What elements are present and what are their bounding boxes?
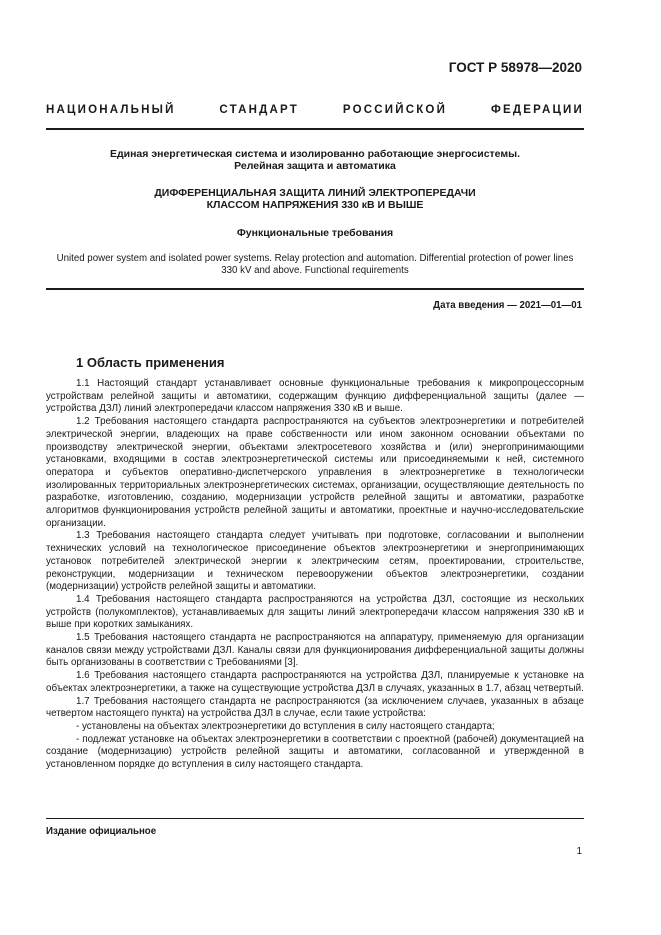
title-line-2: Релейная защита и автоматика xyxy=(234,160,396,172)
bottom-divider xyxy=(46,818,584,819)
middle-divider xyxy=(46,288,584,290)
main-title-line-2: КЛАССОМ НАПРЯЖЕНИЯ 330 кВ И ВЫШЕ xyxy=(206,199,424,211)
list-item-installed: - установлены на объектах электроэнергетики до вступления в силу настоящего стандарта; xyxy=(76,720,495,732)
page-number: 1 xyxy=(576,846,582,857)
main-title-line-1: ДИФФЕРЕНЦИАЛЬНАЯ ЗАЩИТА ЛИНИЙ ЭЛЕКТРОПЕРЕДАЧИ xyxy=(154,187,476,199)
paragraph-1-4: 1.4 Требования настоящего стандарта распространяются на устройства ДЗЛ, состоящие из нескольких устройств (полукомплектов), устанавливаемых для защиты линий электропередачи классом напряжения 330 кВ и выше при коротких замыканиях. xyxy=(46,593,584,631)
english-title-line-2: 330 kV and above. Functional requirements xyxy=(221,265,409,276)
paragraph-1-3: 1.3 Требования настоящего стандарта следует учитывать при подготовке, согласовании и выполнении технических условий на технологическое присоединение объектов электроэнергетики и энергопринимающих установок потребителей электрической энергии к электрическим сетям, проектировании, строительстве, реконструкции, модернизации и техническом перевооружении объектов электроэнергетики, создании (модернизации) устройств релейной защиты и автоматики. xyxy=(46,530,584,593)
paragraph-1-2: 1.2 Требования настоящего стандарта распространяются на субъектов электроэнергетики и потребителей электрической энергии, владеющих на праве собственности или ином законном основании объектами по производству электрической энергии, объектами электросетевого хозяйства и (или) энергопринимающими установками, входящими в состав электроэнергетической системы или присоединяемыми к ней, системного оператора и субъектов оперативно-диспетчерского управления в электроэнергетике в технологически изолированных территориальных электроэнергетических системах, организации, осуществляющие деятельность по разработке, изготовлению, созданию, модернизации устройств релейной защиты и автоматики, разработке алгоритмов функционирования устройств релейной защиты и автоматики, проектные и научно-исследовательские организации. xyxy=(46,416,584,529)
main-title-block xyxy=(46,187,584,211)
paragraph-1-1: 1.1 Настоящий стандарт устанавливает основные функциональные требования к микропроцессорным устройствам релейной защиты и автоматики, содержащим функцию дифференциальной защиты (далее — устройства ДЗЛ) линий электропередачи классом напряжения 330 кВ и выше. xyxy=(46,378,584,415)
subtitle: Функциональные требования xyxy=(236,227,394,239)
national-standard-banner: НАЦИОНАЛЬНЫЙ СТАНДАРТ РОССИЙСКОЙ ФЕДЕРАЦИИ xyxy=(46,104,584,116)
paragraph-1-5: 1.5 Требования настоящего стандарта не распространяются на аппаратуру, применяемую для организации каналов связи между устройствами ДЗЛ. Каналы связи для функционирования дифференциальной защиты должны быть организованы в соответствии с Требованиями [3]. xyxy=(46,632,584,669)
english-title-line-1: United power system and isolated power systems. Relay protection and automation. Differential protection of power lines xyxy=(56,253,574,264)
standard-code: ГОСТ Р 58978—2020 xyxy=(448,60,582,75)
list-item-planned: - подлежат установке на объектах электроэнергетики в соответствии с проектной (рабочей) документацией на создание (модернизацию) устройств релейной защиты и автоматики, согласованной и утвержденной в установленном порядке до вступления в силу настоящего стандарта. xyxy=(46,733,584,771)
section-body xyxy=(46,378,584,772)
official-edition-label: Издание официальное xyxy=(46,826,157,837)
paragraph-1-7: 1.7 Требования настоящего стандарта не распространяются (за исключением случаев, указанных в абзаце четвертом настоящего пункта) на устройства ДЗЛ в случае, если такие устройства: xyxy=(46,695,584,720)
top-divider xyxy=(46,128,584,130)
title-line-1: Единая энергетическая система и изолированно работающие энергосистемы. xyxy=(109,148,521,160)
title-system-block xyxy=(46,148,584,172)
paragraph-1-6: 1.6 Требования настоящего стандарта распространяются на устройства ДЗЛ, планируемые к установке на объектах электроэнергетики, а также на существующие устройства ДЗЛ в случаях, указанных в 1.7, абзац четвертый. xyxy=(46,670,584,694)
introduction-date: Дата введения — 2021—01—01 xyxy=(433,300,582,311)
section-heading: 1 Область применения xyxy=(76,355,225,370)
english-title xyxy=(46,253,584,277)
